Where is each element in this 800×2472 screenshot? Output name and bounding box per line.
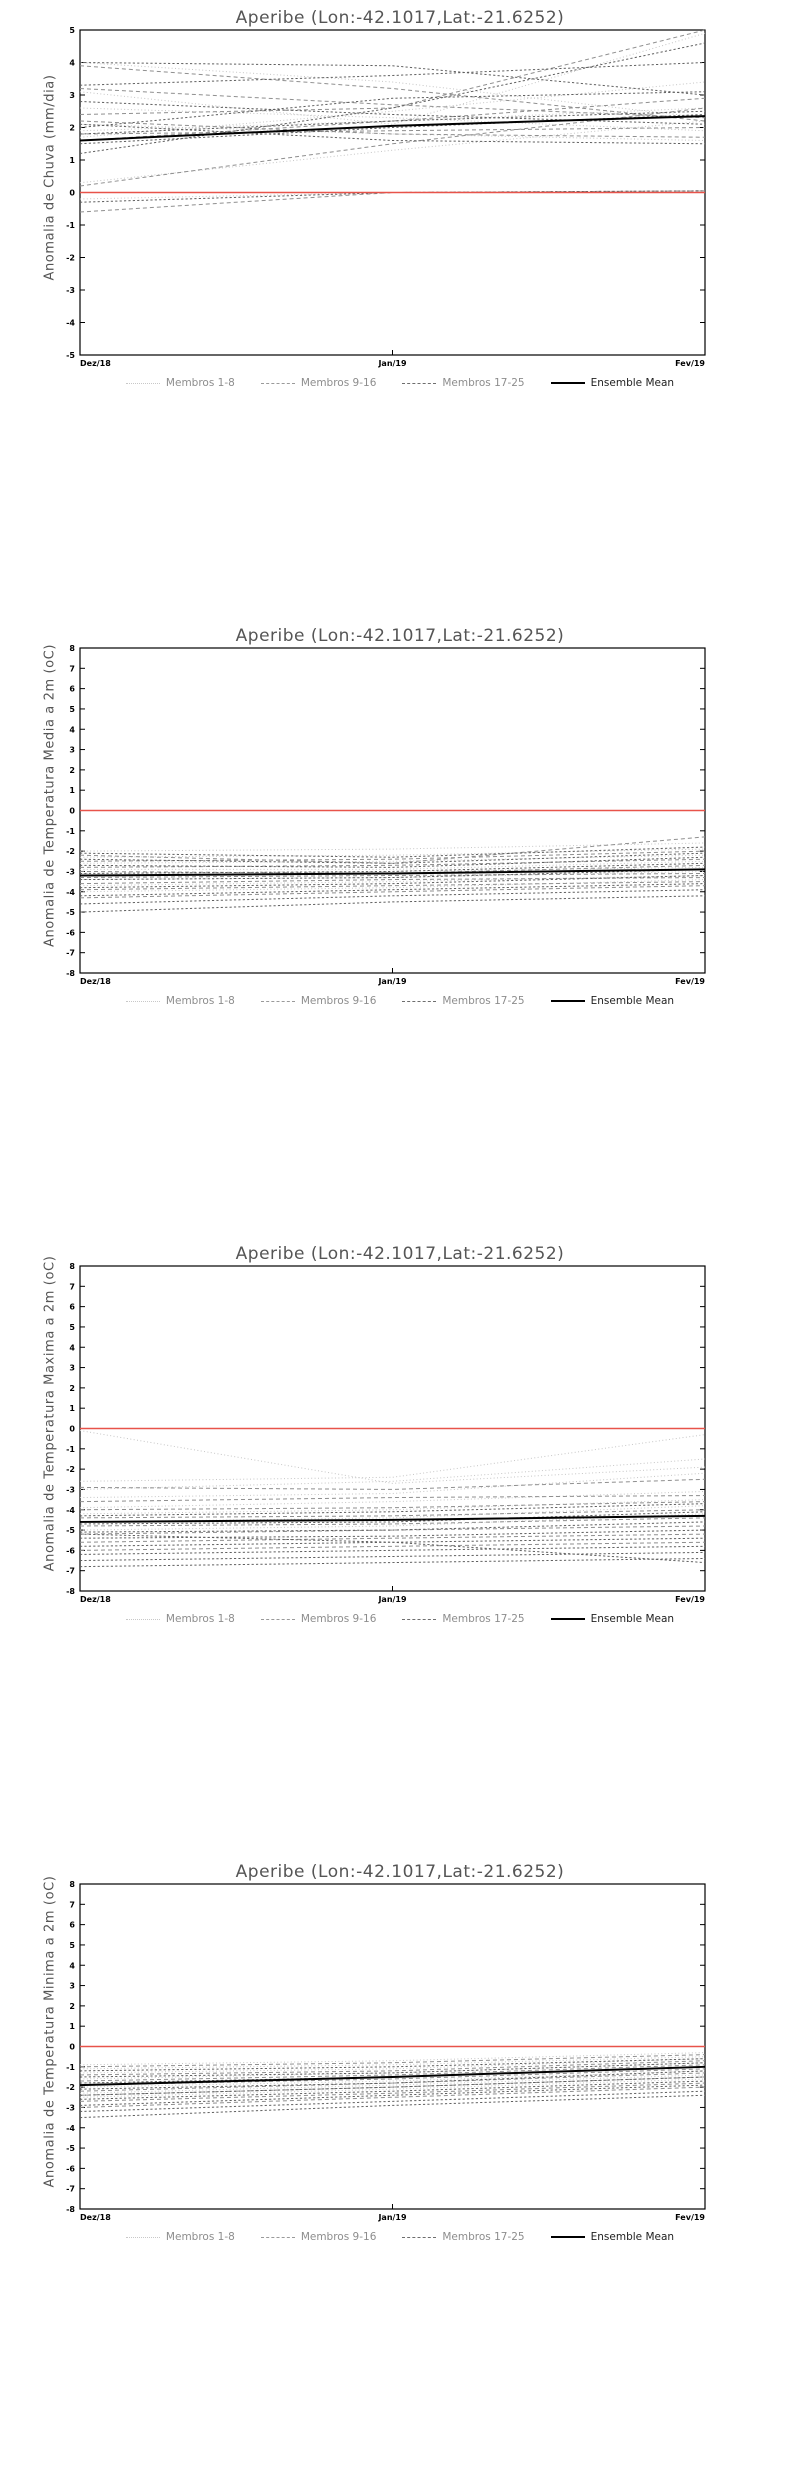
legend-swatch bbox=[402, 2237, 436, 2238]
series-line bbox=[80, 2085, 705, 2105]
svg-text:-4: -4 bbox=[66, 887, 75, 897]
chart-legend bbox=[0, 2231, 800, 2243]
svg-text:-8: -8 bbox=[66, 1587, 75, 1596]
series-line bbox=[80, 1435, 705, 1482]
chart-legend bbox=[0, 1613, 800, 1625]
legend-label: Membros 1-8 bbox=[165, 2231, 235, 2243]
svg-text:Jan/19: Jan/19 bbox=[378, 977, 407, 986]
svg-text:-6: -6 bbox=[66, 2164, 75, 2174]
series-line bbox=[80, 1542, 705, 1550]
chart-panel bbox=[0, 1854, 800, 2472]
svg-text:2: 2 bbox=[69, 765, 75, 775]
svg-text:2: 2 bbox=[69, 2001, 75, 2011]
svg-text:-3: -3 bbox=[66, 2103, 75, 2113]
svg-text:-4: -4 bbox=[66, 1505, 75, 1515]
series-line bbox=[80, 1479, 705, 1489]
legend-label: Ensemble Mean bbox=[590, 2231, 675, 2243]
series-line bbox=[80, 33, 705, 124]
series-line bbox=[80, 857, 705, 867]
legend-item bbox=[551, 1613, 674, 1625]
svg-text:4: 4 bbox=[69, 725, 75, 735]
legend-swatch bbox=[551, 382, 585, 384]
svg-text:-8: -8 bbox=[66, 2205, 75, 2214]
y-axis-label: Anomalia de Chuva (mm/dia) bbox=[42, 74, 58, 281]
series-line bbox=[80, 89, 705, 118]
svg-text:4: 4 bbox=[69, 1343, 75, 1353]
series-line bbox=[80, 1431, 705, 1484]
svg-text:4: 4 bbox=[69, 58, 75, 68]
series-line bbox=[80, 1504, 705, 1516]
svg-text:-7: -7 bbox=[66, 1566, 75, 1576]
series-line bbox=[80, 2081, 705, 2099]
svg-text:1: 1 bbox=[69, 2022, 75, 2032]
legend-label: Membros 9-16 bbox=[300, 995, 377, 1007]
svg-text:-1: -1 bbox=[66, 2062, 75, 2072]
y-axis-label: Anomalia de Temperatura Minima a 2m (oC) bbox=[42, 1875, 58, 2188]
legend-swatch bbox=[261, 1619, 295, 1620]
svg-text:-6: -6 bbox=[66, 1546, 75, 1556]
legend-label: Membros 1-8 bbox=[165, 377, 235, 389]
svg-text:Jan/19: Jan/19 bbox=[378, 1595, 407, 1604]
svg-text:7: 7 bbox=[69, 1282, 75, 1292]
legend-swatch bbox=[261, 1001, 295, 1002]
series-line bbox=[80, 847, 705, 857]
series-line bbox=[80, 2091, 705, 2111]
legend-item bbox=[261, 377, 377, 389]
legend-item bbox=[261, 1613, 377, 1625]
legend-item bbox=[126, 1613, 235, 1625]
svg-text:4: 4 bbox=[69, 1961, 75, 1971]
legend-item bbox=[126, 377, 235, 389]
chart-title: Aperibe (Lon:-42.1017,Lat:-21.6252) bbox=[235, 8, 565, 28]
plot-area bbox=[0, 1854, 800, 2472]
series-line bbox=[80, 1534, 705, 1542]
svg-text:-4: -4 bbox=[66, 2123, 75, 2133]
svg-text:-5: -5 bbox=[66, 1526, 75, 1536]
svg-text:8: 8 bbox=[69, 1262, 75, 1271]
legend-label: Membros 9-16 bbox=[300, 2231, 377, 2243]
svg-text:Dez/18: Dez/18 bbox=[80, 1595, 111, 1604]
svg-text:7: 7 bbox=[69, 1900, 75, 1910]
plot-area bbox=[0, 0, 800, 618]
svg-text:-3: -3 bbox=[66, 286, 75, 295]
svg-text:-5: -5 bbox=[66, 908, 75, 918]
chart-title: Aperibe (Lon:-42.1017,Lat:-21.6252) bbox=[235, 626, 565, 646]
legend-item bbox=[402, 995, 524, 1007]
series-line bbox=[80, 63, 705, 96]
legend-item bbox=[402, 2231, 524, 2243]
series-line bbox=[80, 1534, 705, 1562]
chart-title: Aperibe (Lon:-42.1017,Lat:-21.6252) bbox=[235, 1862, 565, 1882]
series-line bbox=[80, 2077, 705, 2095]
legend-item bbox=[551, 2231, 674, 2243]
svg-text:5: 5 bbox=[69, 26, 75, 35]
chart-panel bbox=[0, 1236, 800, 1854]
chart-title: Aperibe (Lon:-42.1017,Lat:-21.6252) bbox=[235, 1244, 565, 1264]
series-line bbox=[80, 1546, 705, 1554]
svg-text:2: 2 bbox=[69, 1383, 75, 1393]
svg-text:Fev/19: Fev/19 bbox=[675, 977, 705, 986]
svg-text:-2: -2 bbox=[66, 1465, 75, 1475]
legend-label: Membros 17-25 bbox=[442, 2231, 525, 2243]
legend-swatch bbox=[402, 383, 436, 384]
legend-swatch bbox=[402, 1619, 436, 1620]
legend-swatch bbox=[126, 2237, 160, 2238]
svg-text:0: 0 bbox=[69, 2042, 75, 2052]
svg-text:-2: -2 bbox=[66, 847, 75, 857]
series-line bbox=[80, 2083, 705, 2101]
series-line bbox=[80, 843, 705, 851]
legend-item bbox=[402, 377, 524, 389]
svg-text:-1: -1 bbox=[66, 826, 75, 836]
svg-text:-1: -1 bbox=[66, 1444, 75, 1454]
svg-text:3: 3 bbox=[69, 745, 75, 755]
legend-label: Ensemble Mean bbox=[590, 1613, 675, 1625]
series-line bbox=[80, 878, 705, 884]
series-line bbox=[80, 884, 705, 896]
series-line bbox=[80, 116, 705, 140]
legend-swatch bbox=[551, 2236, 585, 2238]
svg-text:6: 6 bbox=[69, 684, 75, 694]
legend-item bbox=[126, 2231, 235, 2243]
svg-text:-6: -6 bbox=[66, 928, 75, 938]
svg-text:Dez/18: Dez/18 bbox=[80, 977, 111, 986]
svg-text:-3: -3 bbox=[66, 867, 75, 877]
svg-text:6: 6 bbox=[69, 1920, 75, 1930]
svg-text:1: 1 bbox=[69, 156, 75, 165]
legend-item bbox=[551, 995, 674, 1007]
series-line bbox=[80, 128, 705, 135]
svg-text:6: 6 bbox=[69, 1302, 75, 1312]
legend-swatch bbox=[551, 1618, 585, 1620]
svg-text:-5: -5 bbox=[66, 351, 75, 360]
svg-text:7: 7 bbox=[69, 664, 75, 674]
y-axis-label: Anomalia de Temperatura Media a 2m (oC) bbox=[42, 643, 58, 948]
svg-text:-5: -5 bbox=[66, 2144, 75, 2154]
series-line bbox=[80, 1496, 705, 1502]
svg-text:Fev/19: Fev/19 bbox=[675, 359, 705, 368]
svg-text:3: 3 bbox=[69, 1981, 75, 1991]
legend-item bbox=[551, 377, 674, 389]
series-line bbox=[80, 851, 705, 861]
legend-item bbox=[261, 995, 377, 1007]
legend-label: Membros 17-25 bbox=[442, 995, 525, 1007]
series-line bbox=[80, 63, 705, 118]
series-line bbox=[80, 1516, 705, 1522]
svg-text:0: 0 bbox=[69, 188, 75, 198]
chart-legend bbox=[0, 995, 800, 1007]
svg-text:3: 3 bbox=[69, 91, 75, 100]
series-line bbox=[80, 849, 705, 857]
series-line bbox=[80, 855, 705, 863]
chart-legend bbox=[0, 377, 800, 389]
legend-swatch bbox=[126, 383, 160, 384]
svg-text:1: 1 bbox=[69, 1404, 75, 1414]
legend-item bbox=[126, 995, 235, 1007]
svg-text:0: 0 bbox=[69, 806, 75, 816]
svg-text:Jan/19: Jan/19 bbox=[378, 359, 407, 368]
svg-text:3: 3 bbox=[69, 1363, 75, 1373]
svg-text:Jan/19: Jan/19 bbox=[378, 2213, 407, 2222]
svg-text:Fev/19: Fev/19 bbox=[675, 1595, 705, 1604]
legend-label: Ensemble Mean bbox=[590, 377, 675, 389]
svg-text:8: 8 bbox=[69, 644, 75, 653]
chart-panel bbox=[0, 0, 800, 618]
svg-text:-4: -4 bbox=[66, 318, 75, 328]
svg-text:5: 5 bbox=[69, 704, 75, 714]
legend-label: Membros 1-8 bbox=[165, 995, 235, 1007]
svg-text:0: 0 bbox=[69, 1424, 75, 1434]
svg-text:Fev/19: Fev/19 bbox=[675, 2213, 705, 2222]
chart-panel bbox=[0, 618, 800, 1236]
legend-label: Membros 1-8 bbox=[165, 1613, 235, 1625]
plot-area bbox=[0, 618, 800, 1236]
svg-text:8: 8 bbox=[69, 1880, 75, 1889]
legend-item bbox=[402, 1613, 524, 1625]
svg-text:-2: -2 bbox=[66, 2083, 75, 2093]
plot-area bbox=[0, 1236, 800, 1854]
legend-label: Membros 17-25 bbox=[442, 1613, 525, 1625]
svg-text:-2: -2 bbox=[66, 253, 75, 263]
svg-text:-7: -7 bbox=[66, 948, 75, 958]
legend-swatch bbox=[126, 1619, 160, 1620]
svg-text:-1: -1 bbox=[66, 221, 75, 230]
series-line bbox=[80, 191, 705, 212]
legend-swatch bbox=[261, 383, 295, 384]
legend-item bbox=[261, 2231, 377, 2243]
y-axis-label: Anomalia de Temperatura Maxima a 2m (oC) bbox=[42, 1255, 58, 1572]
series-line bbox=[80, 1491, 705, 1507]
legend-label: Membros 9-16 bbox=[300, 377, 377, 389]
legend-swatch bbox=[402, 1001, 436, 1002]
svg-text:1: 1 bbox=[69, 786, 75, 796]
series-line bbox=[80, 1473, 705, 1497]
legend-swatch bbox=[261, 2237, 295, 2238]
legend-label: Ensemble Mean bbox=[590, 995, 675, 1007]
svg-text:-8: -8 bbox=[66, 969, 75, 978]
legend-label: Membros 17-25 bbox=[442, 377, 525, 389]
series-line bbox=[80, 2055, 705, 2067]
svg-text:-7: -7 bbox=[66, 2184, 75, 2194]
legend-swatch bbox=[551, 1000, 585, 1002]
svg-text:2: 2 bbox=[69, 123, 75, 133]
svg-text:Dez/18: Dez/18 bbox=[80, 359, 111, 368]
svg-text:5: 5 bbox=[69, 1940, 75, 1950]
series-line bbox=[80, 92, 705, 128]
svg-text:Dez/18: Dez/18 bbox=[80, 2213, 111, 2222]
series-line bbox=[80, 1459, 705, 1489]
series-line bbox=[80, 896, 705, 912]
svg-text:5: 5 bbox=[69, 1322, 75, 1332]
svg-text:-3: -3 bbox=[66, 1485, 75, 1495]
series-line bbox=[80, 837, 705, 863]
legend-swatch bbox=[126, 1001, 160, 1002]
legend-label: Membros 9-16 bbox=[300, 1613, 377, 1625]
